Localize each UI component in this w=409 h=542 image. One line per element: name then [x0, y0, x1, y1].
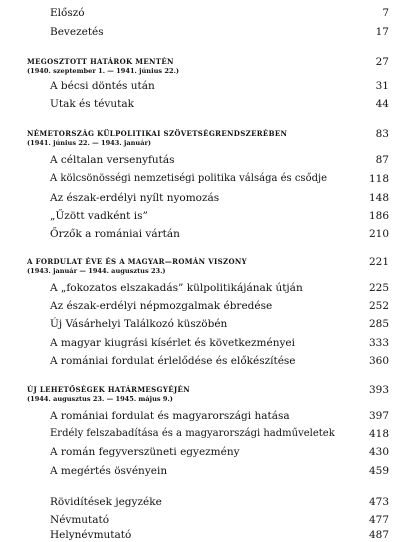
toc-entry: [0, 409, 409, 425]
toc-entry-title: A magyar kiugrási kísérlet és következményei: [50, 337, 295, 349]
toc-entry: [0, 354, 409, 370]
section-title: MEGOSZTOTT HATÁROK MENTÉN: [27, 57, 174, 66]
section-page: 83: [375, 128, 389, 140]
section-date-range: (1940. szeptember 1. — 1941. június 22.): [27, 67, 180, 75]
section-date-range: (1944. augusztus 23. — 1945. május 9.): [27, 395, 173, 403]
section-dates: [0, 67, 409, 77]
toc-entry: [0, 281, 409, 297]
toc-entry-page: 7: [382, 7, 389, 19]
toc-entry-page: 31: [375, 80, 389, 92]
section-page: 221: [368, 256, 389, 268]
section-title: NÉMETORSZÁG KÜLPOLITIKAI SZÖVETSÉGRENDSZERÉBEN: [27, 129, 288, 138]
toc-entry: [0, 513, 409, 529]
section-date-range: (1941. június 22. — 1943. január): [27, 139, 152, 147]
toc-entry-title: A „fokozatos elszakadás” külpolitikájának útján: [50, 282, 303, 294]
toc-entry-page: 44: [375, 98, 389, 110]
toc-entry: [0, 6, 409, 22]
toc-entry-title: Bevezetés: [50, 26, 104, 38]
toc-entry-title: A kölcsönösségi nemzetiségi politika válsága és csődje: [50, 173, 328, 184]
toc-entry: [0, 191, 409, 207]
toc-entry: [0, 427, 409, 443]
toc-entry-title: Őrzők a romániai vártán: [50, 228, 180, 240]
toc-entry-title: A román fegyverszüneti egyezmény: [50, 446, 240, 458]
toc-entry-title: Helynévmutató: [50, 529, 132, 541]
section-date-range: (1943. január — 1944. augusztus 23.): [27, 267, 166, 275]
toc-entry: [0, 317, 409, 333]
toc-entry-title: A bécsi döntés után: [50, 80, 155, 92]
toc-entry: [0, 97, 409, 113]
toc-entry: [0, 227, 409, 243]
toc-entry: [0, 464, 409, 480]
toc-entry-page: 473: [368, 496, 389, 508]
toc-entry: [0, 172, 409, 188]
toc-entry-title: Új Vásárhelyi Találkozó küszöbén: [50, 318, 228, 330]
section-page: 27: [375, 56, 389, 68]
toc-entry-page: 333: [368, 337, 389, 349]
section-title: A FORDULAT ÉVE ÉS A MAGYAR—ROMÁN VISZONY: [27, 257, 248, 266]
section-title: ÚJ LEHETŐSÉGEK HATÁRMESGYÉJÉN: [27, 385, 190, 394]
toc-entry-title: A megértés ösvényein: [50, 465, 168, 477]
toc-entry-title: Utak és tévutak: [50, 98, 134, 110]
toc-entry-title: A céltalan versenyfutás: [50, 154, 175, 166]
toc-entry-page: 477: [368, 514, 389, 526]
toc-entry-title: Névmutató: [50, 514, 110, 526]
toc-entry-page: 210: [368, 228, 389, 240]
toc-entry-page: 225: [368, 282, 389, 294]
section-dates: [0, 267, 409, 277]
toc-entry: [0, 153, 409, 169]
section-page: 393: [368, 384, 389, 396]
toc-entry-page: 459: [368, 465, 389, 477]
toc-entry-page: 87: [375, 154, 389, 166]
section-dates: [0, 395, 409, 405]
toc-entry-page: 397: [368, 410, 389, 422]
toc-entry-title: Előszó: [50, 7, 85, 19]
toc-entry-page: 252: [368, 300, 389, 312]
toc-entry: [0, 445, 409, 461]
toc-entry-title: Erdély felszabadítása és a magyarországi hadműveletek: [50, 428, 335, 439]
toc-entry: [0, 299, 409, 315]
toc-entry-page: 285: [368, 318, 389, 330]
toc-entry-title: A romániai fordulat és magyarországi hatása: [50, 410, 290, 422]
toc-entry: [0, 336, 409, 352]
toc-entry-title: „Űzött vadként is”: [50, 210, 148, 222]
toc-entry-title: Rövidítések jegyzéke: [50, 496, 162, 508]
toc-entry: [0, 79, 409, 95]
toc-entry-page: 17: [375, 26, 389, 38]
toc-entry-page: 430: [368, 446, 389, 458]
toc-entry: [0, 25, 409, 41]
toc-entry: [0, 495, 409, 511]
toc-entry: [0, 209, 409, 225]
toc-entry-title: Az észak-erdélyi nyílt nyomozás: [50, 192, 220, 204]
toc-entry-page: 186: [368, 210, 389, 222]
section-dates: [0, 139, 409, 149]
toc-entry-page: 118: [368, 173, 389, 185]
toc-entry-title: Az észak-erdélyi népmozgalmak ébredése: [50, 300, 273, 312]
toc-entry-page: 487: [368, 529, 389, 541]
toc-entry: [0, 530, 409, 542]
toc-entry-page: 360: [368, 355, 389, 367]
toc-entry-title: A romániai fordulat érlelődése és előkészítése: [50, 355, 296, 367]
toc-entry-page: 148: [368, 192, 389, 204]
toc-entry-page: 418: [368, 428, 389, 440]
